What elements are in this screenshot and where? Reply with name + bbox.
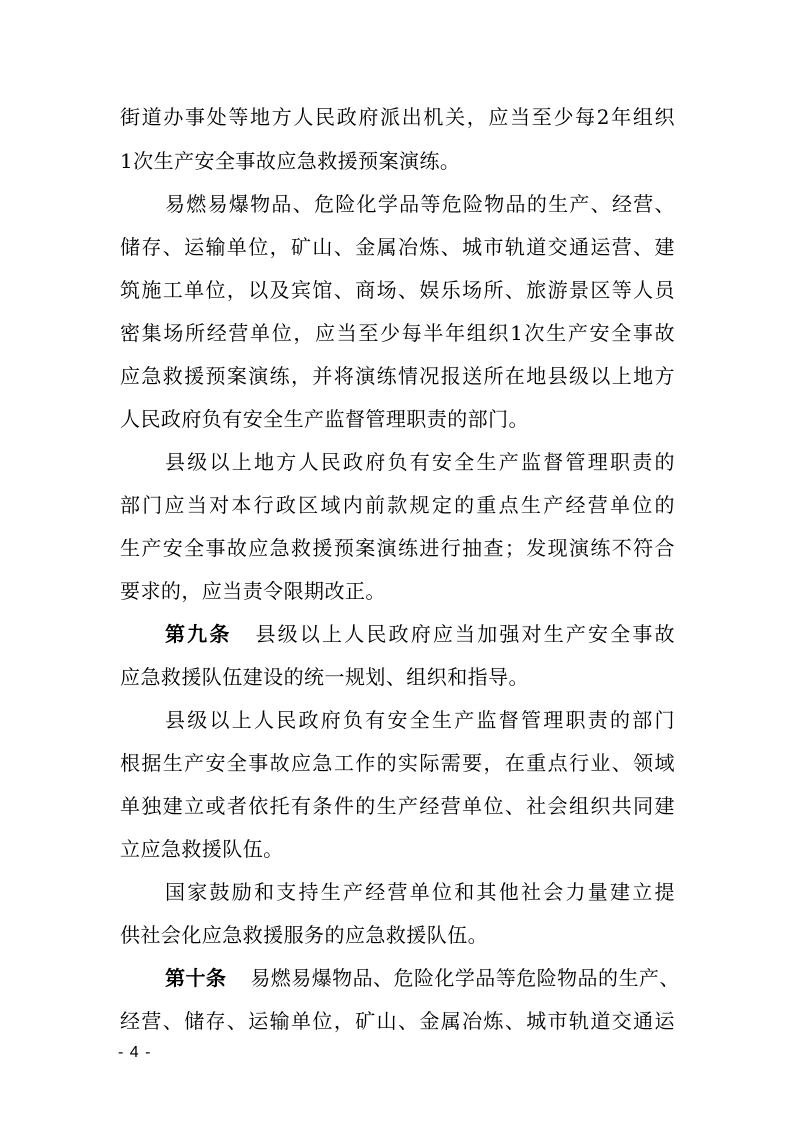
- article-9-text: 县级以上人民政府应当加强对生产安全事故: [255, 622, 675, 646]
- text-line: 1次生产安全事故应急救援预案演练。: [120, 149, 461, 173]
- article-10-first-line: [165, 964, 680, 992]
- paragraph-first-line: 县级以上人民政府负有安全生产监督管理职责的部门: [165, 708, 675, 732]
- text-line: 密集场所经营单位，应当至少每半年组织1次生产安全事故: [120, 321, 675, 345]
- text-line: 生产安全事故应急救援预案演练进行抽查；发现演练不符合: [120, 536, 675, 560]
- text-line: 供社会化应急救援服务的应急救援队伍。: [120, 923, 489, 947]
- page-number: - 4 -: [118, 1044, 152, 1061]
- text-line: 根据生产安全事故应急工作的实际需要，在重点行业、领域: [120, 751, 675, 775]
- text-line: 单独建立或者依托有条件的生产经营单位、社会组织共同建: [120, 794, 675, 818]
- text-line: 筑施工单位，以及宾馆、商场、娱乐场所、旅游景区等人员: [120, 278, 675, 302]
- article-9-title: 第九条: [165, 622, 232, 646]
- text-line: 人民政府负有安全生产监督管理职责的部门。: [120, 407, 529, 431]
- text-line: 街道办事处等地方人民政府派出机关，应当至少每2年组织: [120, 105, 675, 129]
- article-10-title: 第十条: [165, 966, 227, 990]
- article-9-first-line: [165, 620, 675, 648]
- text-line: 部门应当对本行政区域内前款规定的重点生产经营单位的: [120, 493, 675, 517]
- paragraph-first-line: 易燃易爆物品、危险化学品等危险物品的生产、经营、: [165, 192, 675, 216]
- paragraph-first-line: 国家鼓励和支持生产经营单位和其他社会力量建立提: [165, 880, 675, 904]
- text-line: 经营、储存、运输单位，矿山、金属冶炼、城市轨道交通运: [120, 1009, 675, 1033]
- text-line: 应急救援预案演练，并将演练情况报送所在地县级以上地方: [120, 364, 675, 388]
- text-line: 立应急救援队伍。: [120, 837, 284, 861]
- text-line: 应急救援队伍建设的统一规划、组织和指导。: [120, 665, 529, 689]
- paragraph-first-line: 县级以上地方人民政府负有安全生产监督管理职责的: [165, 450, 675, 474]
- article-10-text: 易燃易爆物品、危险化学品等危险物品的生产、: [250, 966, 680, 990]
- text-line: 储存、运输单位，矿山、金属冶炼、城市轨道交通运营、建: [120, 235, 675, 259]
- text-line: 要求的，应当责令限期改正。: [120, 579, 386, 603]
